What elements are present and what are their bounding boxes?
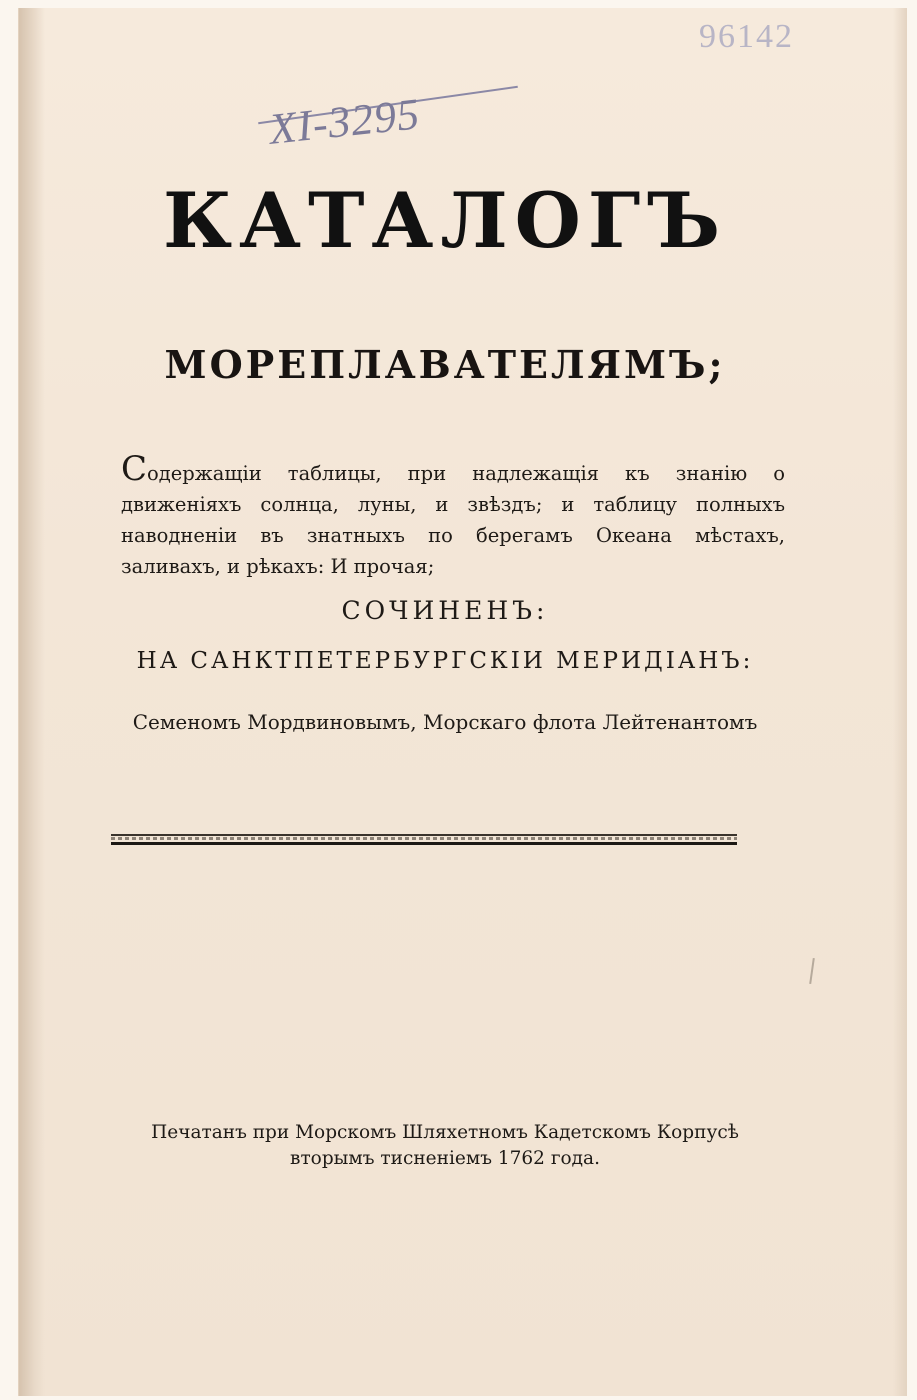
imprint-line-2: вторымъ тисненіемъ 1762 года. — [290, 1148, 600, 1169]
imprint-block — [19, 1120, 871, 1172]
imprint-line-1: Печатанъ при Морскомъ Шляхетномъ Кадетскомъ Корпусѣ — [151, 1122, 739, 1143]
drop-initial: С — [121, 449, 148, 489]
description-paragraph — [121, 449, 785, 582]
page-subtitle: МОРЕПЛАВАТЕЛЯМЪ; — [164, 342, 726, 387]
stray-mark — [809, 958, 815, 984]
meridian-line: НА САНКТПЕТЕРБУРГСКІИ МЕРИДІАНЪ: — [136, 648, 754, 674]
ornamental-rule — [111, 832, 737, 846]
description-text: одержащіи таблицы, при надлежащія къ знанію о движеніяхъ солнца, луны, и звѣздъ; и таблицу полныхъ наводненіи въ знатныхъ по берегамъ Океана мѣстахъ, заливахъ, и рѣкахъ: И прочая; — [121, 462, 785, 578]
rule-thin-line — [111, 834, 737, 836]
rule-ornament — [111, 837, 737, 840]
page-title: КАТАЛОГЪ — [162, 176, 728, 265]
shelfmark-handwritten: XI-3295 — [266, 89, 423, 154]
composed-heading: СОЧИНЕНЪ: — [341, 596, 549, 625]
paper-sheet — [18, 8, 907, 1396]
author-line: Семеномъ Мордвиновымъ, Морскаго флота Лейтенантомъ — [132, 710, 758, 734]
inventory-number-stamp: 96142 — [699, 18, 794, 55]
rule-thick-line — [111, 842, 737, 845]
page-edge — [893, 8, 907, 1396]
